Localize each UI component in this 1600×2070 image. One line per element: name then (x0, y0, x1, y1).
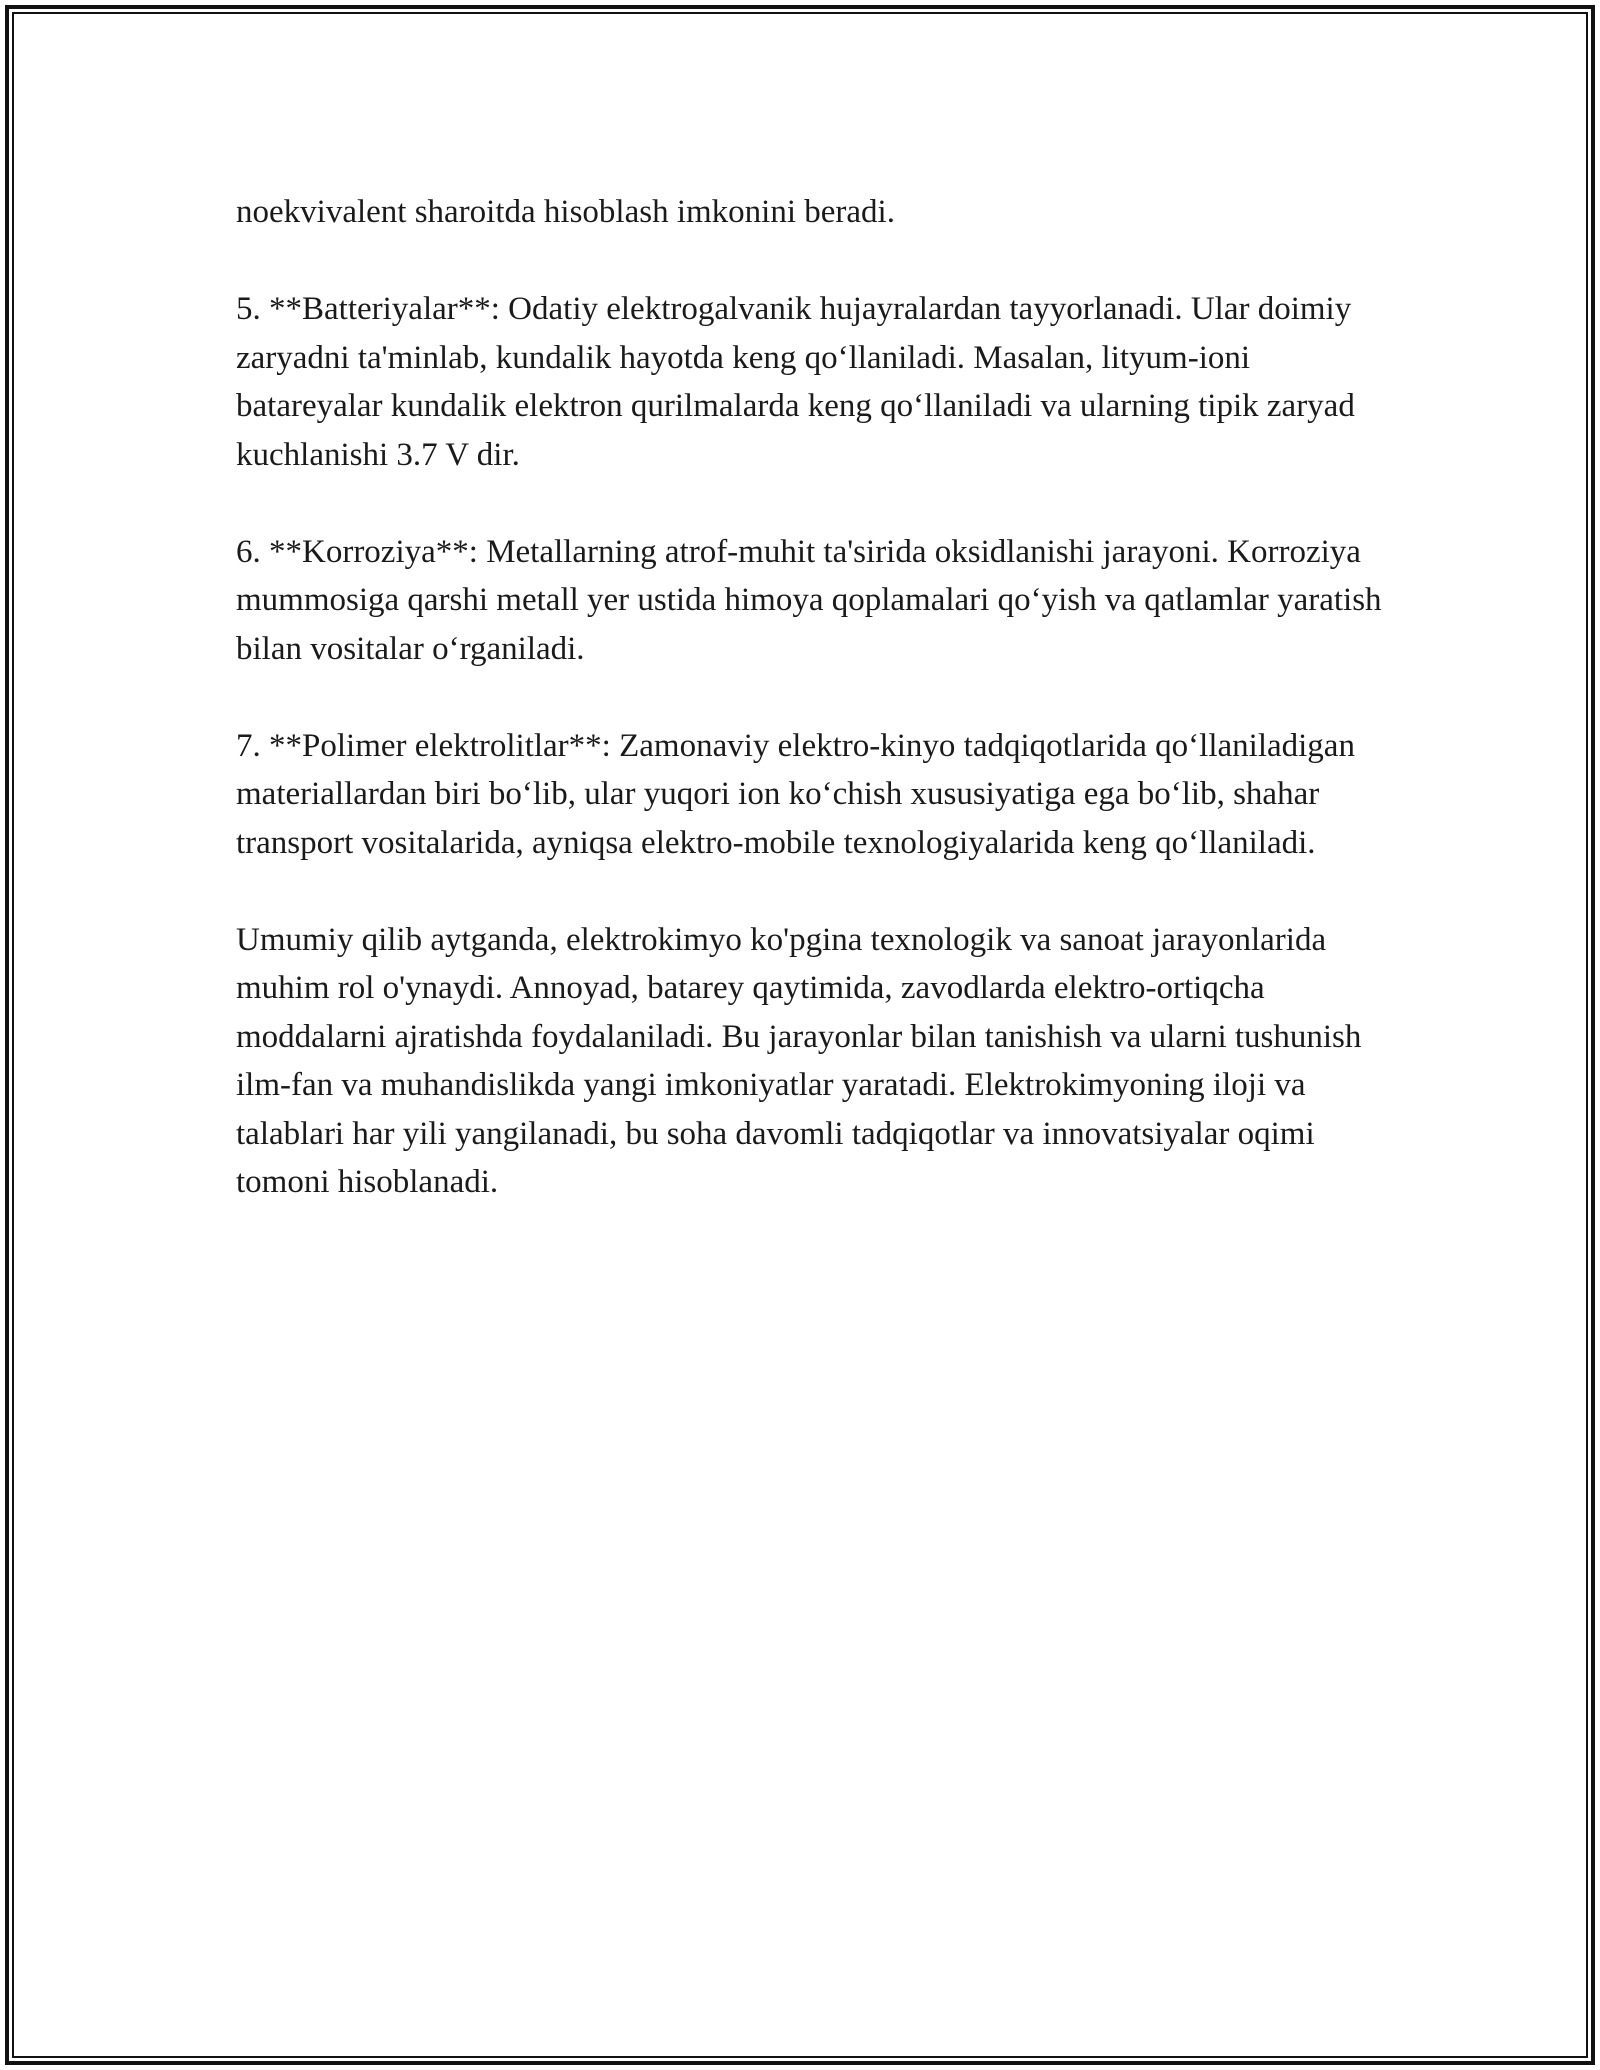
paragraph-batteries: 5. **Batteriyalar**: Odatiy elektrogalvanik hujayralardan tayyorlanadi. Ular doimiy zaryadni ta'minlab, kundalik hayotda keng qo‘llaniladi. Masalan, lityum-ioni batareyalar kundalik elektron qurilmalarda keng qo‘llaniladi va ularning tipik zaryad kuchlanishi 3.7 V dir. (236, 291, 1355, 473)
paragraph-continuation: noekvivalent sharoitda hisoblash imkonini beradi. (236, 194, 895, 230)
paragraph-conclusion: Umumiy qilib aytganda, elektrokimyo ko'pgina texnologik va sanoat jarayonlarida muhim rol o'ynaydi. Annoyad, batarey qaytimida, zavodlarda elektro-ortiqcha moddalarni ajratishda foydalaniladi. Bu jarayonlar bilan tanishish va ularni tushunish ilm-fan va muhandislikda yangi imkoniyatlar yaratadi. Elektrokimyoning iloji va talablari har yili yangilanadi, bu soha davomli tadqiqotlar va innovatsiyalar oqimi tomoni hisoblanadi. (236, 921, 1362, 1200)
paragraph-corrosion: 6. **Korroziya**: Metallarning atrof-muhit ta'sirida oksidlanishi jarayoni. Korroziya mummosiga qarshi metall yer ustida himoya qoplamalari qo‘yish va qatlamlar yaratish bilan vositalar o‘rganiladi. (236, 533, 1382, 667)
paragraph-polymer-electrolytes: 7. **Polimer elektrolitlar**: Zamonaviy elektro-kinyo tadqiqotlarida qo‘llaniladigan materiallardan biri bo‘lib, ular yuqori ion ko‘chish xususiyatiga ega bo‘lib, shahar transport vositalarida, ayniqsa elektro-mobile texnologiyalarida keng qo‘llaniladi. (236, 727, 1355, 861)
document-body (236, 188, 1396, 1207)
